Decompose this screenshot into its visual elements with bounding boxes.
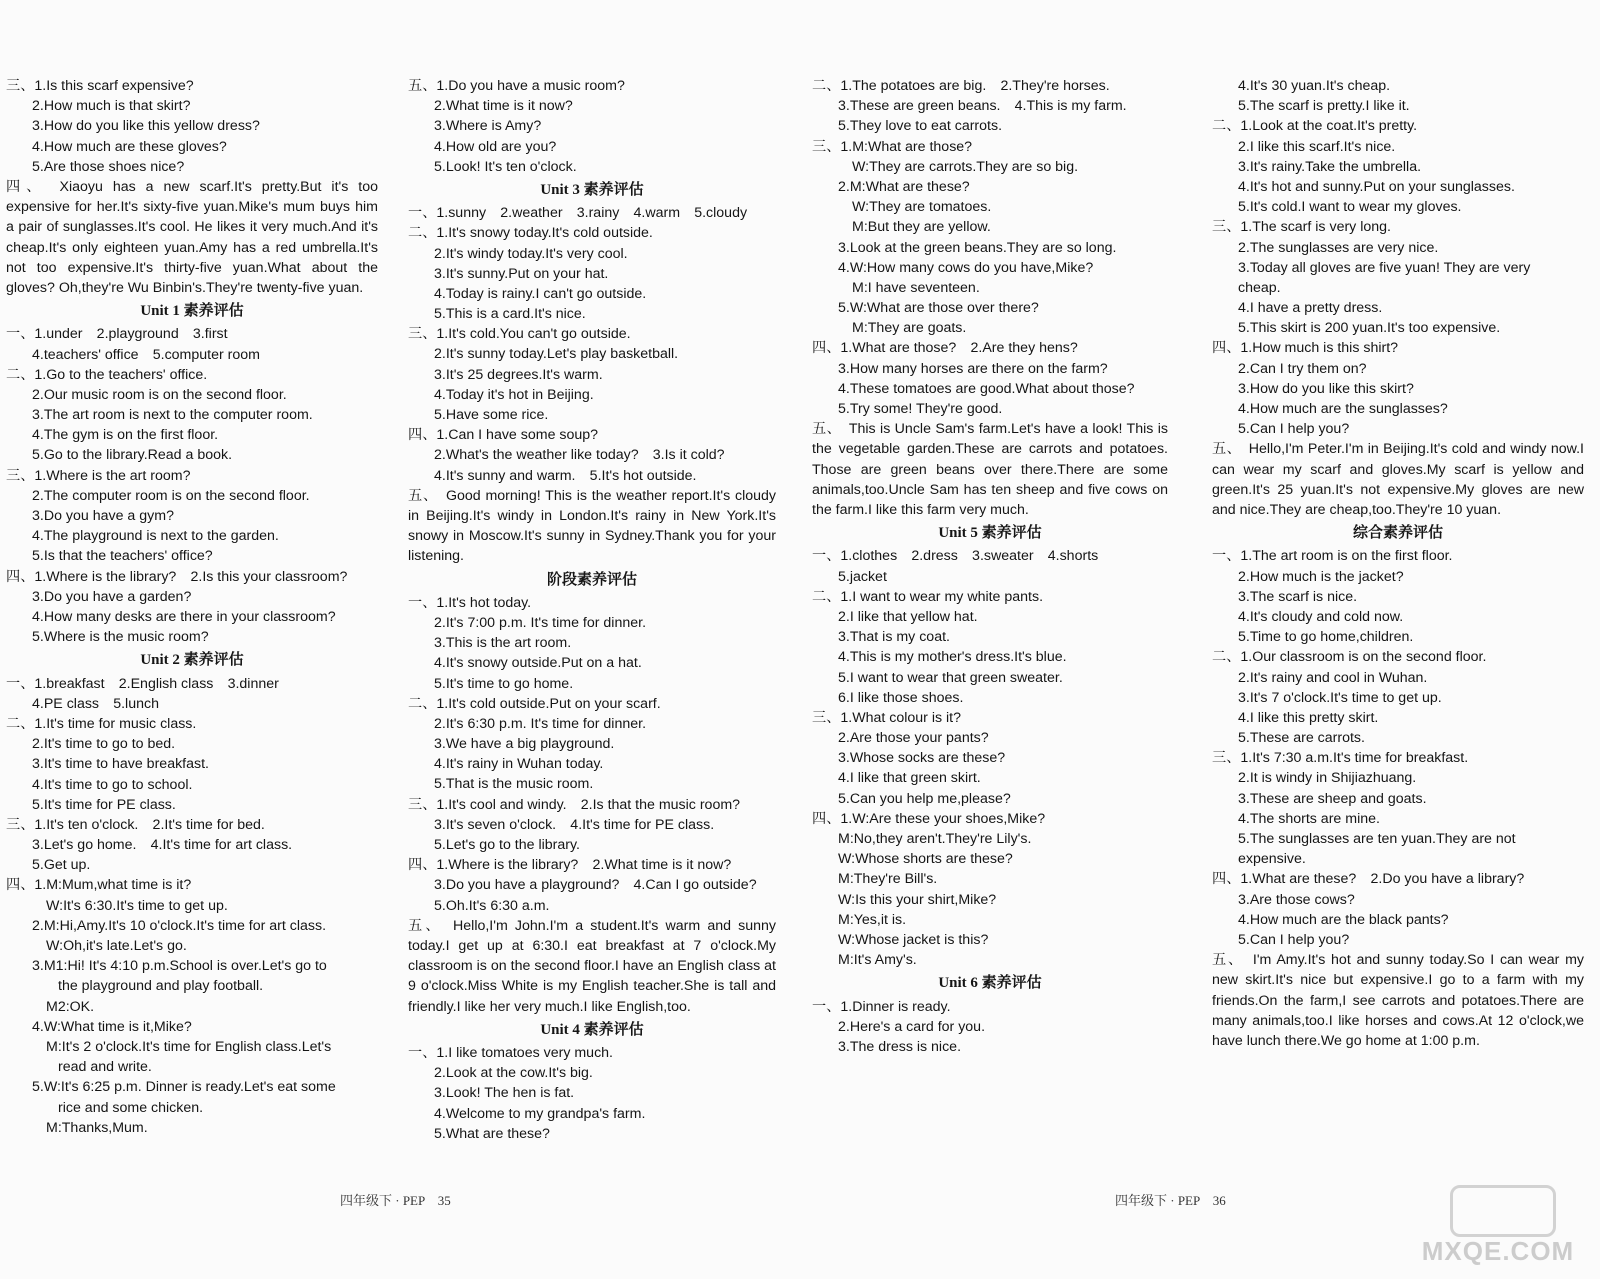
answer-line: 一、1.It's hot today. bbox=[408, 594, 532, 611]
answer-line: 4.The playground is next to the garden. bbox=[32, 528, 279, 545]
answer-line: M:But they are yellow. bbox=[852, 219, 991, 236]
answer-line: W:They are carrots.They are so big. bbox=[852, 158, 1079, 175]
answer-line: 5.Time to go home,children. bbox=[1238, 629, 1414, 646]
answer-line: 5.That is the music room. bbox=[434, 776, 594, 793]
section-heading: Unit 4 素养评估 bbox=[540, 1021, 644, 1038]
answer-line: cheap. bbox=[1238, 279, 1281, 296]
answer-line: 3.Whose socks are these? bbox=[838, 750, 1006, 767]
section-heading: Unit 1 素养评估 bbox=[140, 303, 244, 320]
column-4 bbox=[1212, 76, 1584, 1051]
answer-line: 三、1.The scarf is very long. bbox=[1212, 219, 1391, 236]
answer-line: 3.How many horses are there on the farm? bbox=[838, 360, 1108, 377]
section-heading: Unit 3 素养评估 bbox=[540, 181, 644, 198]
answer-line: 二、1.I want to wear my white pants. bbox=[812, 588, 1044, 605]
answer-line: 5.Are those shoes nice? bbox=[32, 158, 185, 175]
answer-line: 5.These are carrots. bbox=[1238, 730, 1365, 747]
answer-paragraph: 四、 Xiaoyu has a new scarf.It's pretty.But it's too expensive for her.It's sixty-five yuan.Mike's mum buys him a pair of sunglasses.It's cool. He likes it very much.And it's cheap.It's only eighteen yuan.Amy has a red umbrella.It's not too expensive.It's thirty-five yuan.What about the gloves? Oh,they're Wu Binbin's.They're twenty-five yuan. bbox=[6, 178, 378, 296]
answer-line: 2.I like that yellow hat. bbox=[838, 608, 978, 625]
answer-line: 四、1.What are those? 2.Are they hens? bbox=[812, 340, 1078, 357]
answer-line: 5.The sunglasses are ten yuan.They are not bbox=[1238, 831, 1516, 848]
answer-line: 4.I like that green skirt. bbox=[838, 770, 981, 787]
answer-line: 4.I have a pretty dress. bbox=[1238, 300, 1383, 317]
answer-line: 4.W:How many cows do you have,Mike? bbox=[838, 259, 1094, 276]
answer-line: 2.What time is it now? bbox=[434, 98, 573, 115]
answer-line: 4.teachers' office 5.computer room bbox=[32, 346, 260, 363]
page-footer-left: 四年级下 · PEP 35 bbox=[340, 1193, 451, 1208]
answer-line: 4.How much are these gloves? bbox=[32, 138, 227, 155]
answer-line: 2.The sunglasses are very nice. bbox=[1238, 239, 1439, 256]
answer-line: 4.It's sunny and warm. 5.It's hot outside. bbox=[434, 467, 697, 484]
column-2 bbox=[408, 76, 776, 1144]
watermark-logo bbox=[1408, 1181, 1588, 1267]
answer-line: 5.This skirt is 200 yuan.It's too expensive. bbox=[1238, 320, 1501, 337]
answer-line: 二、1.It's cold outside.Put on your scarf. bbox=[408, 695, 661, 712]
answer-line: 3.Are those cows? bbox=[1238, 891, 1355, 908]
answer-line: 2.It's time to go to bed. bbox=[32, 736, 176, 753]
answer-line: 3.Look! The hen is fat. bbox=[434, 1085, 575, 1102]
answer-line: W:It's 6:30.It's time to get up. bbox=[46, 897, 228, 914]
answer-line: 5.Look! It's ten o'clock. bbox=[434, 158, 577, 175]
answer-line: 四、1.M:Mum,what time is it? bbox=[6, 877, 192, 894]
answer-line: 2.It is windy in Shijiazhuang. bbox=[1238, 770, 1417, 787]
answer-line: M:Yes,it is. bbox=[838, 911, 907, 928]
answer-line: 2.How much is that skirt? bbox=[32, 98, 191, 115]
answer-line: 四、1.Can I have some soup? bbox=[408, 427, 599, 444]
answer-line: 二、1.Our classroom is on the second floor. bbox=[1212, 649, 1487, 666]
answer-line: 二、1.The potatoes are big. 2.They're horses. bbox=[812, 78, 1110, 94]
answer-line: 一、1.breakfast 2.English class 3.dinner bbox=[6, 675, 279, 692]
answer-line: 6.I like those shoes. bbox=[838, 689, 964, 706]
section-heading: Unit 5 素养评估 bbox=[938, 525, 1042, 542]
answer-line: 4.How much are the sunglasses? bbox=[1238, 401, 1448, 417]
answer-line: 三、1.What colour is it? bbox=[812, 709, 962, 726]
column-1 bbox=[6, 76, 378, 1138]
answer-line: 5.It's time to go home. bbox=[434, 675, 574, 692]
answer-line: 3.M1:Hi! It's 4:10 p.m.School is over.Let's go to bbox=[32, 958, 327, 975]
answer-line: 4.It's time to go to school. bbox=[32, 776, 193, 793]
watermark-text: MXQE.COM bbox=[1421, 1236, 1575, 1266]
answer-line: 二、1.It's time for music class. bbox=[6, 715, 197, 732]
answer-line: 三、1.Where is the art room? bbox=[6, 467, 191, 484]
answer-line: 一、1.clothes 2.dress 3.sweater 4.shorts bbox=[812, 548, 1099, 565]
answer-line: 5.What are these? bbox=[434, 1125, 550, 1142]
answer-line: 4.How much are the black pants? bbox=[1238, 911, 1449, 928]
answer-line: 3.The art room is next to the computer room. bbox=[32, 407, 313, 424]
answer-line: 四、1.Where is the library? 2.Is this your classroom? bbox=[6, 568, 348, 585]
answer-line: M2:OK. bbox=[46, 998, 95, 1015]
answer-line: 3.It's time to have breakfast. bbox=[32, 756, 209, 773]
answer-line: 3.It's sunny.Put on your hat. bbox=[434, 265, 609, 282]
answer-line: 五、1.Do you have a music room? bbox=[408, 78, 625, 94]
answer-line: 5.Can you help me,please? bbox=[838, 790, 1011, 807]
answer-line: 2.It's windy today.It's very cool. bbox=[434, 245, 628, 262]
answer-line: 3.These are green beans. 4.This is my farm. bbox=[838, 98, 1127, 115]
page-footer-right: 四年级下 · PEP 36 bbox=[1115, 1193, 1226, 1208]
answer-line: 4.It's cloudy and cold now. bbox=[1238, 608, 1404, 625]
answer-line: 2.It's 7:00 p.m. It's time for dinner. bbox=[434, 614, 647, 631]
answer-line: 5.It's cold.I want to wear my gloves. bbox=[1238, 199, 1462, 216]
answer-line: 4.It's rainy in Wuhan today. bbox=[434, 756, 604, 773]
answer-line: 4.These tomatoes are good.What about those? bbox=[838, 380, 1135, 397]
answer-line: M:Thanks,Mum. bbox=[46, 1119, 148, 1136]
answer-line: 一、1.under 2.playground 3.first bbox=[6, 326, 228, 343]
answer-line: 5.Can I help you? bbox=[1238, 931, 1350, 948]
answer-line: 4.It's hot and sunny.Put on your sunglasses. bbox=[1238, 178, 1515, 195]
answer-line: 3.It's seven o'clock. 4.It's time for PE class. bbox=[434, 816, 715, 833]
section-heading: Unit 2 素养评估 bbox=[140, 652, 244, 669]
answer-line: 2.Our music room is on the second floor. bbox=[32, 386, 287, 403]
answer-line: 4.Today is rainy.I can't go outside. bbox=[434, 285, 647, 302]
answer-line: 3.It's rainy.Take the umbrella. bbox=[1238, 158, 1422, 175]
answer-line: 2.Here's a card for you. bbox=[838, 1018, 986, 1035]
answer-line: rice and some chicken. bbox=[58, 1099, 204, 1116]
answer-line: 4.The shorts are mine. bbox=[1238, 810, 1380, 827]
column-3 bbox=[812, 76, 1168, 1057]
answer-line: 3.Do you have a gym? bbox=[32, 508, 174, 525]
answer-line: M:No,they aren't.They're Lily's. bbox=[838, 831, 1032, 848]
answer-line: 3.We have a big playground. bbox=[434, 736, 615, 753]
section-heading: 阶段素养评估 bbox=[546, 571, 637, 588]
answer-line: 2.Can I try them on? bbox=[1238, 360, 1367, 377]
answer-line: 一、1.sunny 2.weather 3.rainy 4.warm 5.cloudy bbox=[408, 205, 748, 222]
answer-line: 2.It's 6:30 p.m. It's time for dinner. bbox=[434, 715, 647, 732]
answer-line: 5.They love to eat carrots. bbox=[838, 118, 1003, 135]
answer-line: 4.Today it's hot in Beijing. bbox=[434, 386, 594, 403]
answer-line: 3.These are sheep and goats. bbox=[1238, 790, 1427, 807]
answer-paragraph: 五、 Hello,I'm Peter.I'm in Beijing.It's cold and windy now.I can wear my scarf and gloves.My scarf is yellow and green.It's 25 yuan.It's not expensive.My gloves are new and nice.They are cheap,too.They're 10 yuan. bbox=[1212, 441, 1584, 518]
watermark-box-icon bbox=[1450, 1185, 1556, 1237]
answer-line: 2.I like this scarf.It's nice. bbox=[1238, 138, 1396, 155]
answer-line: 2.It's sunny today.Let's play basketball. bbox=[434, 346, 679, 363]
answer-line: 5.Go to the library.Read a book. bbox=[32, 447, 233, 464]
answer-line: 3.How do you like this yellow dress? bbox=[32, 118, 260, 135]
answer-line: 三、1.It's 7:30 a.m.It's time for breakfast. bbox=[1212, 750, 1469, 767]
answer-line: W:Whose jacket is this? bbox=[838, 931, 989, 948]
answer-line: 2.What's the weather like today? 3.Is it cold? bbox=[434, 447, 725, 464]
answer-line: 3.Where is Amy? bbox=[434, 118, 542, 135]
answer-line: M:They are goats. bbox=[852, 320, 967, 337]
answer-line: 3.Do you have a playground? 4.Can I go outside? bbox=[434, 877, 757, 894]
answer-line: 四、1.Where is the library? 2.What time is it now? bbox=[408, 857, 732, 874]
answer-paragraph: 五、 Good morning! This is the weather report.It's cloudy in Beijing.It's windy in London.It's rainy in New York.It's snowy in Moscow.It's sunny in Sydney.Thank you for your listening. bbox=[408, 487, 776, 565]
answer-line: 二、1.Go to the teachers' office. bbox=[6, 366, 208, 383]
answer-line: 4.The gym is on the first floor. bbox=[32, 427, 219, 444]
answer-line: expensive. bbox=[1238, 851, 1306, 868]
answer-line: M:It's Amy's. bbox=[838, 952, 917, 969]
answer-line: 3.Let's go home. 4.It's time for art class. bbox=[32, 837, 293, 854]
answer-line: 二、1.It's snowy today.It's cold outside. bbox=[408, 225, 653, 242]
answer-line: 5.It's time for PE class. bbox=[32, 796, 176, 813]
answer-line: 4.How many desks are there in your classroom? bbox=[32, 608, 336, 625]
answer-line: 3.Do you have a garden? bbox=[32, 588, 192, 605]
answer-paragraph: 五、 I'm Amy.It's hot and sunny today.So I can wear my new skirt.It's nice but expensive.I go to a farm with my friends.On the farm,I see carrots and potatoes.There are many animals,too.I like horses and cows.At 12 o'clock,we have lunch there.We go home at 1:00 p.m. bbox=[1212, 952, 1584, 1049]
answer-line: 5.Try some! They're good. bbox=[838, 401, 1003, 417]
answer-line: 一、1.The art room is on the first floor. bbox=[1212, 548, 1453, 565]
answer-line: M:I have seventeen. bbox=[852, 279, 980, 296]
answer-line: 三、1.It's cool and windy. 2.Is that the music room? bbox=[408, 796, 741, 813]
answer-line: 三、1.M:What are those? bbox=[812, 138, 973, 155]
section-heading: Unit 6 素养评估 bbox=[938, 975, 1042, 992]
answer-line: 3.It's 7 o'clock.It's time to get up. bbox=[1238, 689, 1442, 706]
answer-line: 5.Oh.It's 6:30 a.m. bbox=[434, 897, 550, 914]
answer-line: 3.The scarf is nice. bbox=[1238, 588, 1358, 605]
answer-line: 3.Today all gloves are five yuan! They are very bbox=[1238, 259, 1531, 276]
answer-line: 4.It's snowy outside.Put on a hat. bbox=[434, 655, 642, 672]
answer-line: 5.jacket bbox=[838, 568, 887, 585]
answer-line: 5.This is a card.It's nice. bbox=[434, 306, 586, 323]
answer-line: 5.Can I help you? bbox=[1238, 421, 1350, 438]
answer-line: 2.Are those your pants? bbox=[838, 730, 989, 747]
answer-line: W:Is this your shirt,Mike? bbox=[838, 891, 997, 908]
answer-line: 4.W:What time is it,Mike? bbox=[32, 1018, 192, 1035]
answer-line: 4.It's 30 yuan.It's cheap. bbox=[1238, 78, 1391, 94]
answer-line: W:They are tomatoes. bbox=[852, 199, 992, 216]
answer-line: M:It's 2 o'clock.It's time for English class.Let's bbox=[46, 1038, 332, 1055]
answer-line: 二、1.Look at the coat.It's pretty. bbox=[1212, 118, 1418, 135]
answer-line: 3.How do you like this skirt? bbox=[1238, 380, 1414, 397]
answer-line: 一、1.I like tomatoes very much. bbox=[408, 1045, 613, 1061]
answer-line: 4.I like this pretty skirt. bbox=[1238, 709, 1379, 726]
answer-line: 3.Look at the green beans.They are so long. bbox=[838, 239, 1117, 256]
answer-line: 3.That is my coat. bbox=[838, 629, 950, 646]
answer-line: 2.It's rainy and cool in Wuhan. bbox=[1238, 669, 1428, 686]
answer-paragraph: 五、 This is Uncle Sam's farm.Let's have a look! This is the vegetable garden.These are carrots and potatoes. Those are green beans over there.There are some animals,too.Uncle Sam has ten sheep and five cows on the farm.I like this farm very much. bbox=[812, 421, 1168, 518]
answer-line: W:Whose shorts are these? bbox=[838, 851, 1013, 868]
answer-line: 5.W:What are those over there? bbox=[838, 300, 1039, 317]
answer-line: 三、1.Is this scarf expensive? bbox=[6, 78, 194, 94]
answer-line: 3.This is the art room. bbox=[434, 635, 572, 652]
answer-line: 4.This is my mother's dress.It's blue. bbox=[838, 649, 1067, 666]
answer-line: 3.The dress is nice. bbox=[838, 1038, 962, 1055]
answer-line: 2.M:What are these? bbox=[838, 178, 970, 195]
answer-line: 2.M:Hi,Amy.It's 10 o'clock.It's time for art class. bbox=[32, 917, 327, 934]
answer-line: 四、1.How much is this shirt? bbox=[1212, 340, 1399, 357]
answer-line: 5.I want to wear that green sweater. bbox=[838, 669, 1063, 686]
answer-line: 一、1.Dinner is ready. bbox=[812, 998, 951, 1015]
answer-line: 4.Welcome to my grandpa's farm. bbox=[434, 1105, 646, 1122]
answer-line: 三、1.It's cold.You can't go outside. bbox=[408, 326, 631, 343]
answer-line: 5.Get up. bbox=[32, 857, 91, 874]
answer-line: 四、1.W:Are these your shoes,Mike? bbox=[812, 810, 1046, 827]
answer-line: 5.Have some rice. bbox=[434, 407, 549, 424]
answer-line: 5.Is that the teachers' office? bbox=[32, 548, 213, 565]
answer-line: M:They're Bill's. bbox=[838, 871, 938, 888]
answer-line: W:Oh,it's late.Let's go. bbox=[46, 938, 187, 954]
answer-line: 四、1.What are these? 2.Do you have a library? bbox=[1212, 871, 1525, 888]
answer-line: 4.PE class 5.lunch bbox=[32, 695, 159, 712]
answer-line: 4.How old are you? bbox=[434, 138, 557, 155]
section-heading: 综合素养评估 bbox=[1352, 525, 1443, 542]
answer-line: 三、1.It's ten o'clock. 2.It's time for bed. bbox=[6, 816, 265, 833]
answer-line: 3.It's 25 degrees.It's warm. bbox=[434, 366, 603, 383]
answer-line: 2.How much is the jacket? bbox=[1238, 568, 1404, 585]
answer-line: 5.The scarf is pretty.I like it. bbox=[1238, 98, 1410, 115]
answer-line: 2.Look at the cow.It's big. bbox=[434, 1065, 593, 1082]
answer-line: 2.The computer room is on the second floor. bbox=[32, 487, 310, 504]
answer-line: 5.Where is the music room? bbox=[32, 629, 209, 646]
answer-paragraph: 五、 Hello,I'm John.I'm a student.It's warm and sunny today.I get up at 6:30.I eat breakfast at 7 o'clock.My classroom is on the second floor.I have an English class at 9 o'clock.Miss White is my English teacher.She is tall and friendly.I like her very much.I like English,too. bbox=[408, 917, 776, 1015]
answer-line: 5.Let's go to the library. bbox=[434, 837, 580, 854]
answer-line: read and write. bbox=[58, 1059, 152, 1076]
answer-line: 5.W:It's 6:25 p.m. Dinner is ready.Let's eat some bbox=[32, 1079, 336, 1096]
answer-line: the playground and play football. bbox=[58, 978, 264, 995]
